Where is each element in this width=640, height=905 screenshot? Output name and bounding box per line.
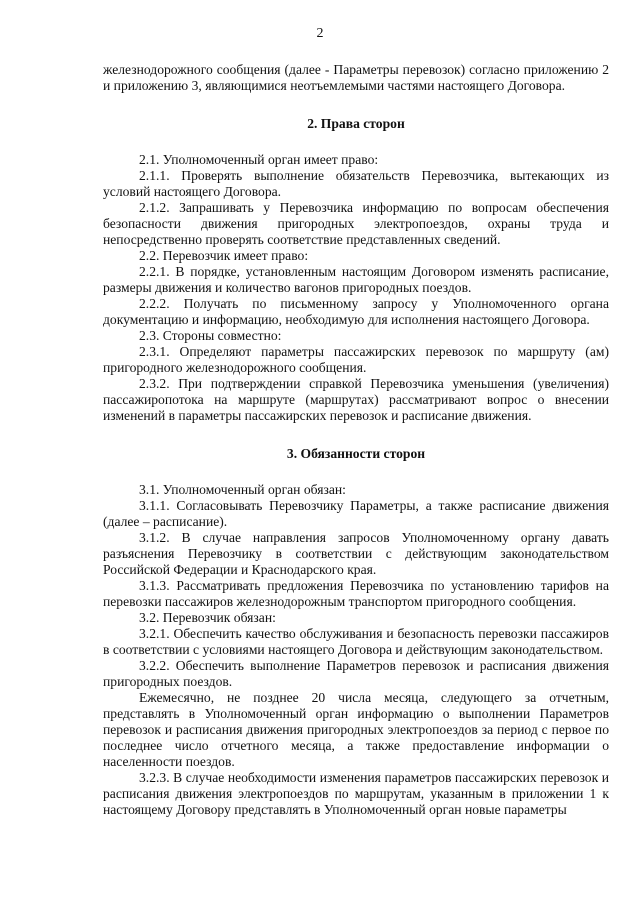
paragraph-3-1: 3.1. Уполномоченный орган обязан: <box>139 482 346 497</box>
paragraph-monthly-report: Ежемесячно, не позднее 20 числа месяца, следующего за отчетным, представлять в Уполномоченный орган информацию о выполнении Параметров перевозок и расписания движения пригородных электропоездов за период с первое по последнее число отчетного месяца, а также предоставление информации о населенности поездов. <box>103 690 609 769</box>
paragraph-2-3: 2.3. Стороны совместно: <box>139 328 282 343</box>
paragraph-2-1-2: 2.1.2. Запрашивать у Перевозчика информацию по вопросам обеспечения безопасности движения пригородных электропоездов, охраны труда и непосредственно проверять соответствие представленных сведений. <box>103 200 609 247</box>
paragraph-2-1: 2.1. Уполномоченный орган имеет право: <box>139 152 379 167</box>
paragraph-2-3-2: 2.3.2. При подтверждении справкой Перевозчика уменьшения (увеличения) пассажиропотока на маршруте (маршрутах) рассматривают вопрос о внесении изменений в параметры пассажирских перевозок и расписание движения. <box>103 376 609 423</box>
paragraph-2-2-2: 2.2.2. Получать по письменному запросу у Уполномоченного органа документацию и информацию, необходимую для исполнения настоящего Договора. <box>103 296 609 327</box>
paragraph-2-1-1: 2.1.1. Проверять выполнение обязательств Перевозчика, вытекающих из условий настоящего Договора. <box>103 168 609 199</box>
page-number: 2 <box>316 26 324 41</box>
paragraph-3-1-2: 3.1.2. В случае направления запросов Уполномоченному органу давать разъяснения Перевозчику в соответствии с действующим законодательством Российской Федерации и Краснодарского края. <box>103 530 609 577</box>
document-body <box>103 62 609 818</box>
paragraph-2-2: 2.2. Перевозчик имеет право: <box>139 248 309 263</box>
paragraph-3-1-3: 3.1.3. Рассматривать предложения Перевозчика по установлению тарифов на перевозки пассажиров железнодорожным транспортом пригородного сообщения. <box>103 578 609 609</box>
paragraph-3-2-3: 3.2.3. В случае необходимости изменения параметров пассажирских перевозок и расписания движения электропоездов по маршрутам, указанным в приложении 1 к настоящему Договору представлять в Уполномоченный орган новые параметры <box>103 770 609 817</box>
section-3-heading: 3. Обязанности сторон <box>286 446 426 461</box>
paragraph-3-2-2: 3.2.2. Обеспечить выполнение Параметров перевозок и расписания движения пригородных поездов. <box>103 658 609 689</box>
paragraph-3-2: 3.2. Перевозчик обязан: <box>139 610 276 625</box>
paragraph-2-3-1: 2.3.1. Определяют параметры пассажирских перевозок по маршруту (ам) пригородного железнодорожного сообщения. <box>103 344 609 375</box>
intro-paragraph: железнодорожного сообщения (далее - Параметры перевозок) согласно приложению 2 и приложению 3, являющимися неотъемлемыми частями настоящего Договора. <box>103 62 609 93</box>
paragraph-3-1-1: 3.1.1. Согласовывать Перевозчику Параметры, а также расписание движения (далее – расписание). <box>103 498 609 529</box>
section-2-heading: 2. Права сторон <box>307 116 405 131</box>
paragraph-2-2-1: 2.2.1. В порядке, установленным настоящим Договором изменять расписание, размеры движения и количество вагонов пригородных поездов. <box>103 264 609 295</box>
paragraph-3-2-1: 3.2.1. Обеспечить качество обслуживания и безопасность перевозки пассажиров в соответствии с условиями настоящего Договора и действующим законодательством. <box>103 626 609 657</box>
